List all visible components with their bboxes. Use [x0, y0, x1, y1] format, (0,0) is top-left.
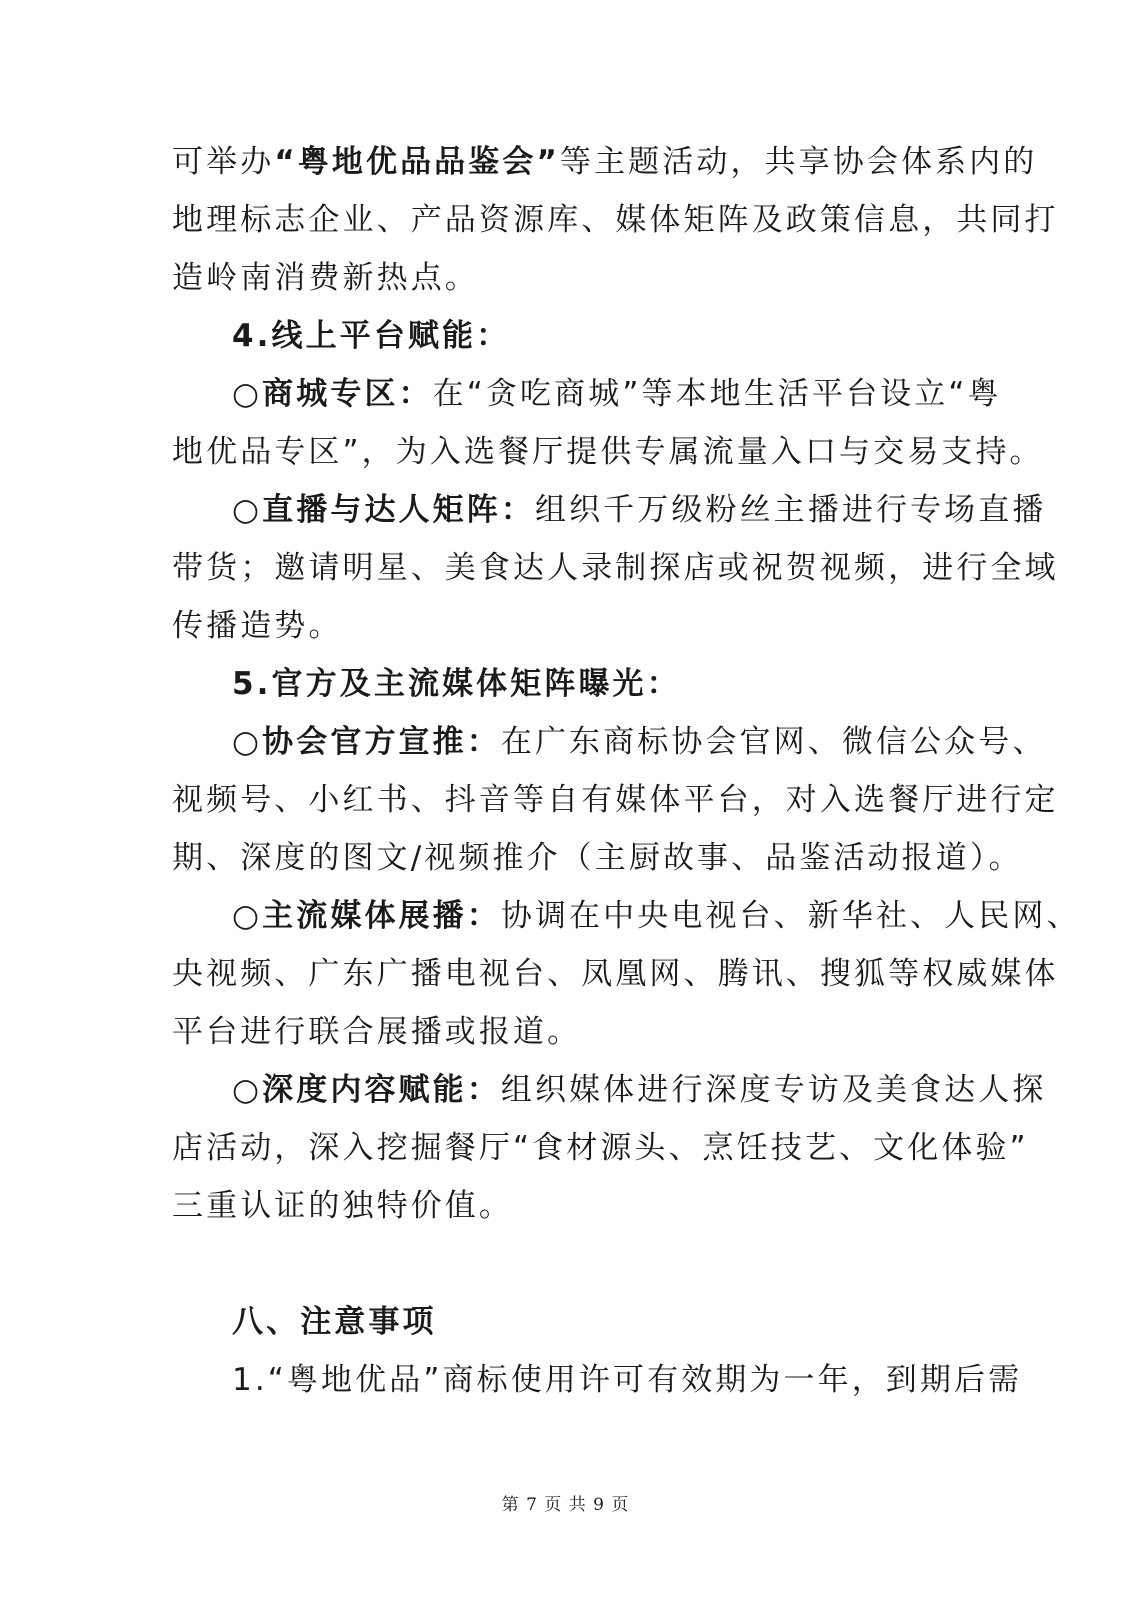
text-run: 视频号、小红书、抖音等自有媒体平台，对入选餐厅进行定	[172, 782, 1059, 818]
text-run: 三重认证的独特价值。	[172, 1188, 513, 1224]
bullet-item-mainstream-media	[232, 896, 1081, 936]
bullet-title: 直播与达人矩阵：	[262, 492, 535, 528]
text-run: 在广东商标协会官网、微信公众号、	[500, 724, 1047, 760]
text-run: 协调在中央电视台、新华社、人民网、	[500, 898, 1081, 934]
body-line	[172, 606, 962, 646]
bullet-title: 深度内容赋能：	[262, 1072, 501, 1108]
text-run: 店活动，深入挖掘餐厅“食材源头、烹饪技艺、文化体验”	[172, 1130, 1029, 1166]
bullet-item-livestream	[232, 490, 1047, 530]
text-run: 可举办	[172, 144, 275, 180]
numbered-item	[232, 1360, 1023, 1400]
body-line	[172, 954, 1059, 994]
bullet-title: 协会官方宣推：	[262, 724, 501, 760]
section-heading	[232, 664, 962, 704]
text-run: 期、深度的图文/视频推介（主厨故事、品鉴活动报道）。	[172, 840, 1023, 876]
page-number-footer: 第 7 页 共 9 页	[501, 1495, 630, 1515]
body-line	[172, 548, 1059, 588]
bullet-title: 主流媒体展播：	[262, 898, 501, 934]
body-line	[172, 1012, 962, 1052]
heading-text: 4.线上平台赋能：	[232, 318, 511, 354]
bullet-item-deep-content	[232, 1070, 1047, 1110]
text-run: 传播造势。	[172, 608, 343, 644]
body-line	[172, 780, 1059, 820]
bullet-title: 商城专区：	[262, 376, 433, 412]
circle-bullet-icon: ○	[232, 1072, 263, 1108]
circle-bullet-icon: ○	[232, 492, 263, 528]
body-line	[172, 432, 1044, 472]
text-run: 在“贪吃商城”等本地生活平台设立“粤	[432, 376, 1002, 412]
body-line	[172, 258, 962, 298]
text-run: 带货；邀请明星、美食达人录制探店或祝贺视频，进行全域	[172, 550, 1059, 586]
body-line	[172, 200, 1059, 240]
text-run: 组织千万级粉丝主播进行专场直播	[534, 492, 1047, 528]
text-run: 平台进行联合展播或报道。	[172, 1014, 582, 1050]
body-line	[172, 142, 1038, 182]
chapter-heading	[232, 1302, 962, 1342]
text-run: 地理标志企业、产品资源库、媒体矩阵及政策信息，共同打	[172, 202, 1059, 238]
section-heading	[232, 316, 962, 356]
bullet-item-official-promo	[232, 722, 1047, 762]
text-run: 等主题活动，共享协会体系内的	[559, 144, 1038, 180]
text-run: 央视频、广东广播电视台、凤凰网、腾讯、搜狐等权威媒体	[172, 956, 1059, 992]
text-run: 地优品专区”，为入选餐厅提供专属流量入口与交易支持。	[172, 434, 1044, 470]
bullet-item-mall-zone	[232, 374, 1002, 414]
circle-bullet-icon: ○	[232, 724, 263, 760]
body-line	[172, 838, 1023, 878]
circle-bullet-icon: ○	[232, 376, 263, 412]
heading-text: 八、注意事项	[232, 1304, 437, 1340]
body-line	[172, 1186, 962, 1226]
circle-bullet-icon: ○	[232, 898, 263, 934]
bold-text-run: “粤地优品品鉴会”	[274, 144, 560, 180]
text-run: 组织媒体进行深度专访及美食达人探	[500, 1072, 1047, 1108]
text-run: 造岭南消费新热点。	[172, 260, 479, 296]
text-run: 1.“粤地优品”商标使用许可有效期为一年，到期后需	[232, 1362, 1023, 1398]
heading-text: 5.官方及主流媒体矩阵曝光：	[232, 666, 681, 702]
body-line	[172, 1128, 1029, 1168]
